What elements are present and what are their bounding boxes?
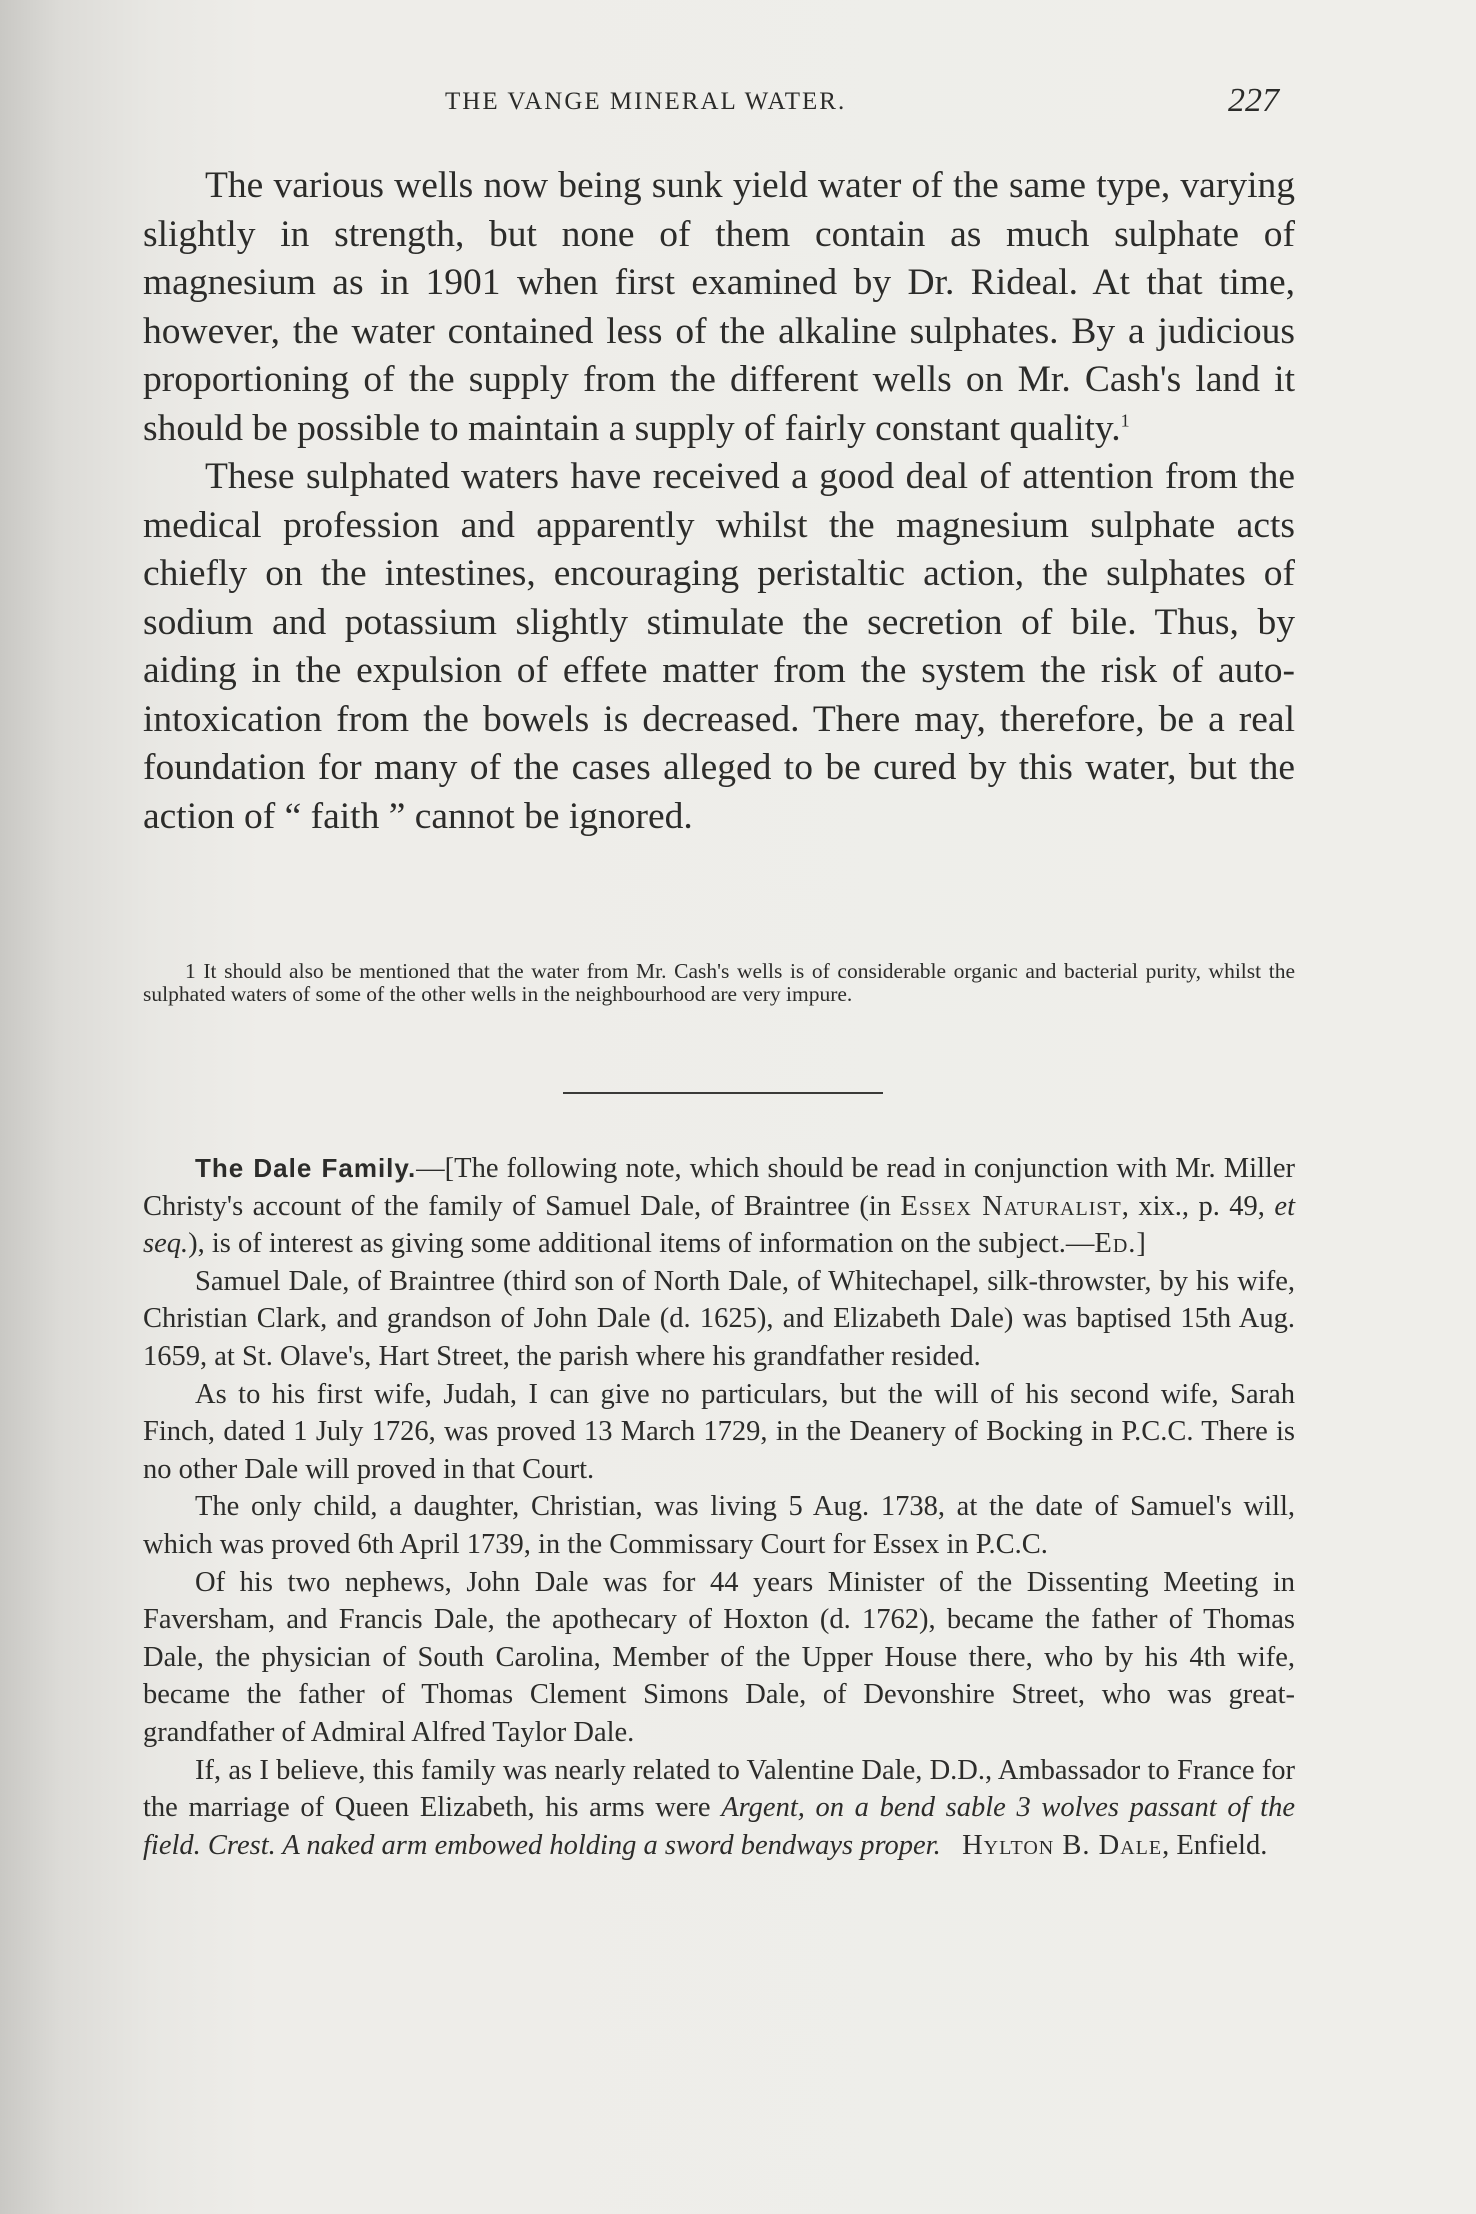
citation-latin: et seq. (143, 1190, 1295, 1260)
intro-text: ] (1136, 1228, 1146, 1260)
paragraph: As to his first wife, Judah, I can give no particulars, but the will of his second wife, Sarah Finch, dated 1 July 1726, was proved 13 March 1729, in the Deanery of Bocking in P.C.C. There is no other Dale will proved in that Court. (143, 1378, 1295, 1485)
footnote-marker: 1 (1120, 410, 1130, 430)
section-divider (563, 1092, 883, 1094)
paragraph (143, 162, 1295, 453)
paragraph: The only child, a daughter, Christian, was living 5 Aug. 1738, at the date of Samuel's will, which was proved 6th April 1739, in the Commissary Court for Essex in P.C.C. (143, 1491, 1295, 1560)
page-number: 227 (1228, 82, 1279, 119)
paragraph: Of his two nephews, John Dale was for 44 years Minister of the Dissenting Meeting in Faversham, and Francis Dale, the apothecary of Hoxton (d. 1762), became the father of Thomas Dale, the physician of South Carolina, Member of the Upper House there, who by his 4th wife, became the father of Thomas Clement Simons Dale, of Devonshire Street, who was great-grandfather of Admiral Alfred Taylor Dale. (143, 1566, 1295, 1748)
journal-title: Essex Naturalist (900, 1190, 1122, 1222)
running-head: THE VANGE MINERAL WATER. (445, 88, 847, 115)
footnote (143, 960, 1295, 1006)
paragraph-text: If, as I believe, this family was nearly related to Valentine Dale, D.D., Ambassador to France for the marriage of Queen Elizabeth, his arms were (143, 1754, 1295, 1824)
paragraph: These sulphated waters have received a good deal of attention from the medical profession and apparently whilst the magnesium sulphate acts chiefly on the intestines, encouraging peristaltic action, the sulphates of sodium and potassium slightly stimulate the secretion of bile. Thus, by aiding in the expulsion of effete matter from the system the risk of auto-intoxication from the bowels is decreased. There may, therefore, be a real foundation for many of the cases alleged to be cured by this water, but the action of “ faith ” cannot be ignored. (143, 456, 1295, 837)
section-heading: The Dale Family. (195, 1153, 417, 1183)
paragraph (143, 1752, 1295, 1865)
author-place: , Enfield. (1162, 1829, 1268, 1861)
dale-family-note (143, 1150, 1295, 1864)
footnote-text: 1 It should also be mentioned that the water from Mr. Cash's wells is of considerable organic and bacterial purity, whilst the sulphated waters of some of the other wells in the neighbourhood are very impure. (143, 959, 1295, 1006)
article-body (143, 162, 1295, 841)
paragraph-text: The various wells now being sunk yield water of the same type, varying slightly in strength, but none of them contain as much sulphate of magnesium as in 1901 when first examined by Dr. Rideal. At that time, however, the water contained less of the alkaline sulphates. By a judicious proportioning of the supply from the different wells on Mr. Cash's land it should be possible to maintain a supply of fairly constant quality. (143, 165, 1295, 449)
intro-text: ), is of interest as giving some additional items of information on the subject.— (188, 1228, 1095, 1260)
paragraph: Samuel Dale, of Braintree (third son of North Dale, of Whitechapel, silk-throwster, by his wife, Christian Clark, and grandson of John Dale (d. 1625), and Elizabeth Dale) was baptised 15th Aug. 1659, at St. Olave's, Hart Street, the parish where his grandfather resided. (143, 1265, 1295, 1372)
author-signature: Hylton B. Dale (962, 1829, 1163, 1861)
note-intro (143, 1150, 1295, 1263)
arms-blazon: Argent, on a bend sable 3 wolves passant of the field. Crest. A naked arm embowed holding a sword bendways proper. (143, 1792, 1295, 1861)
intro-text: —[The following note, which should be read in conjunction with Mr. Miller Christy's account of the family of Samuel Dale, of Braintree (in (143, 1153, 1295, 1222)
editor-mark: Ed. (1094, 1228, 1137, 1260)
intro-text: , xix., p. 49, (1121, 1190, 1275, 1222)
